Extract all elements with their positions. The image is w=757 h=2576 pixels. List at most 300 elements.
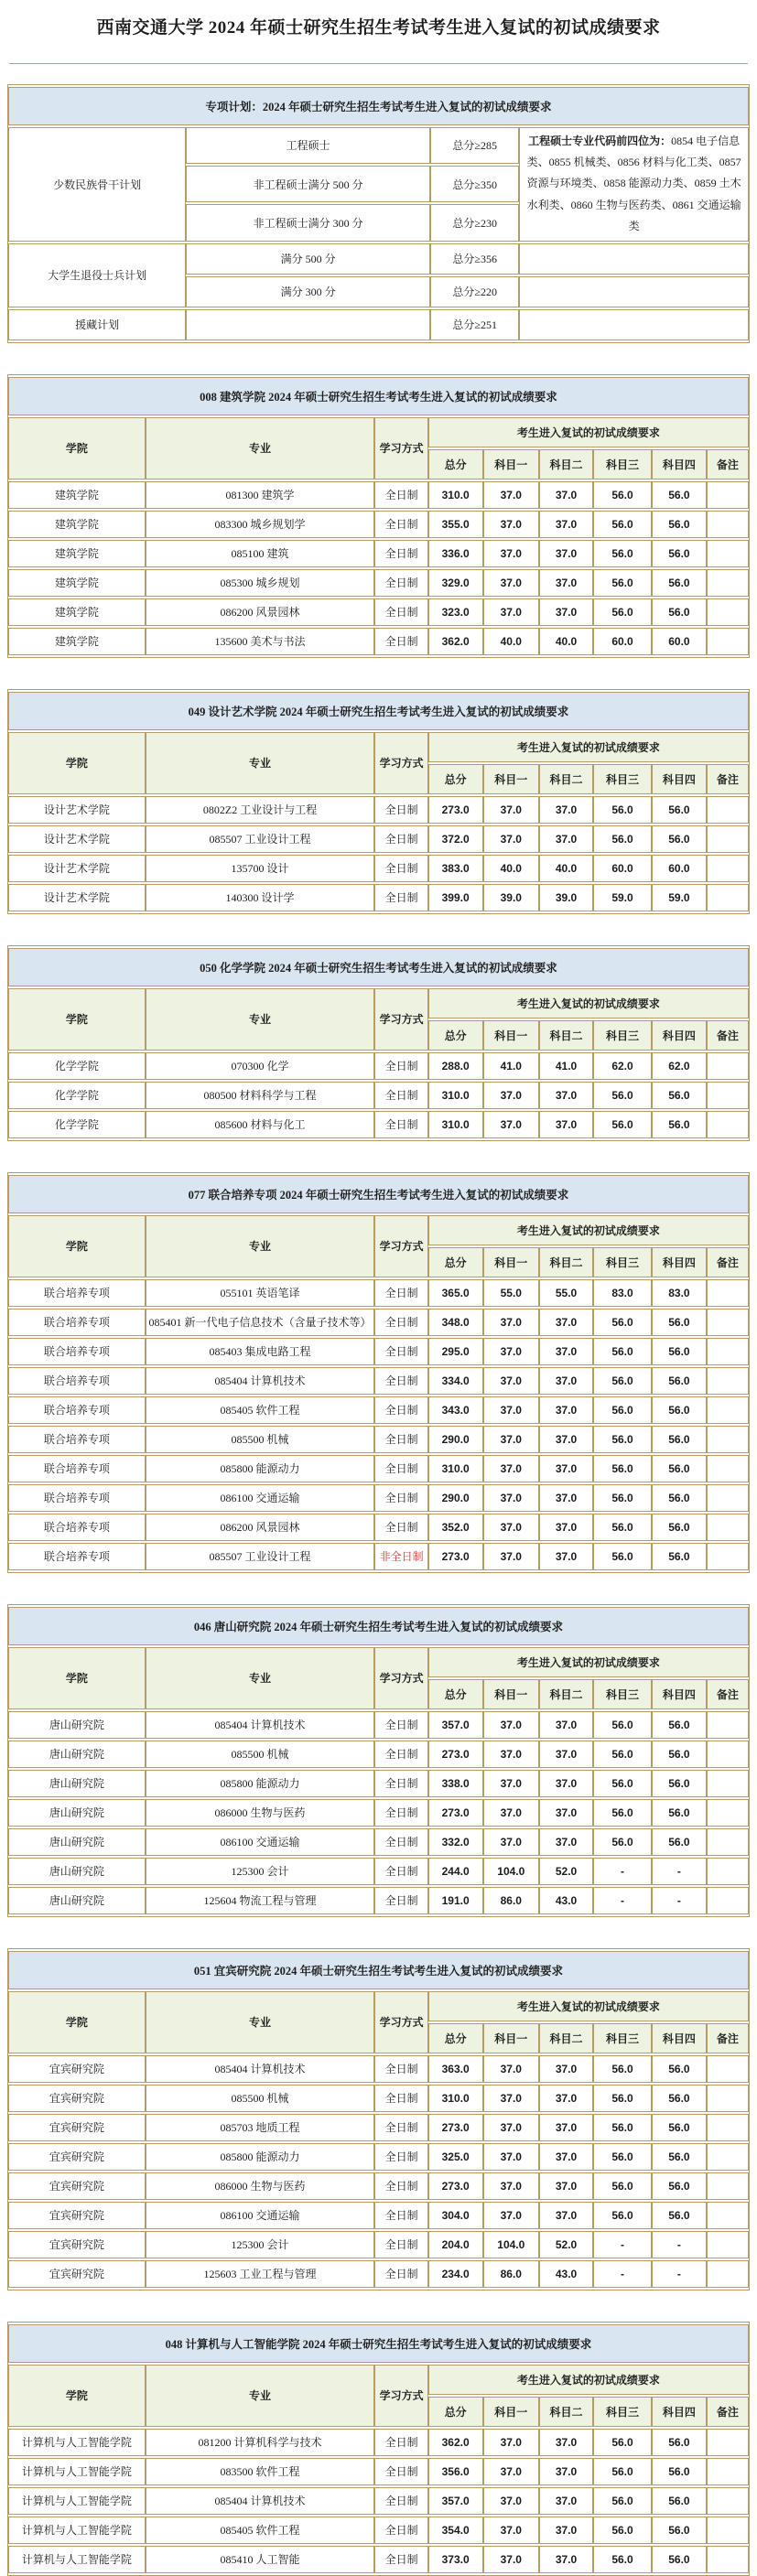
score-cell-1: 37.0	[483, 825, 539, 853]
school-table-title: 046 唐山研究院 2024 年硕士研究生招生考试考生进入复试的初试成绩要求	[8, 1607, 749, 1645]
study-mode-cell: 全日制	[374, 2260, 427, 2288]
score-cell-0: 310.0	[428, 1082, 483, 1109]
school-score-table	[7, 2322, 750, 2576]
requirement-group-header: 考生进入复试的初试成绩要求	[428, 732, 749, 762]
plan-score-cell: 总分≥356	[430, 243, 519, 275]
score-cell-2: 37.0	[539, 1711, 593, 1739]
major-cell: 135700 设计	[146, 855, 375, 882]
table-row	[8, 1309, 749, 1336]
table-row	[8, 2429, 749, 2456]
score-cell-2: 37.0	[539, 2458, 593, 2485]
college-header: 学院	[8, 988, 146, 1051]
plan-desc-cell: 满分 500 分	[186, 243, 430, 275]
major-cell: 085403 集成电路工程	[146, 1338, 375, 1365]
score-cell-1: 40.0	[483, 628, 539, 655]
subject3-header: 科目三	[593, 2397, 652, 2427]
table-row	[8, 855, 749, 882]
major-cell: 085404 计算机技术	[146, 2487, 375, 2515]
remark-cell	[707, 1514, 749, 1541]
score-cell-4: 56.0	[652, 1543, 707, 1570]
special-table-title: 专项计划：2024 年硕士研究生招生考试考生进入复试的初试成绩要求	[8, 87, 749, 125]
major-cell: 085401 新一代电子信息技术（含量子技术等）	[146, 1309, 375, 1336]
subject3-header: 科目三	[593, 449, 652, 480]
score-cell-4: 59.0	[652, 884, 707, 911]
study-mode-cell: 全日制	[374, 1426, 427, 1453]
study-mode-cell: 全日制	[374, 1828, 427, 1856]
college-cell: 计算机与人工智能学院	[8, 2458, 146, 2485]
score-cell-0: 383.0	[428, 855, 483, 882]
major-header: 专业	[146, 988, 375, 1051]
study-mode-cell: 非全日制	[374, 1543, 427, 1570]
score-cell-1: 37.0	[483, 2546, 539, 2573]
score-cell-0: 329.0	[428, 569, 483, 597]
score-cell-0: 365.0	[428, 1279, 483, 1307]
table-row	[8, 1741, 749, 1768]
score-cell-3: 83.0	[593, 1279, 652, 1307]
remark-cell	[707, 481, 749, 509]
score-cell-3: 56.0	[593, 1426, 652, 1453]
remark-cell	[707, 1279, 749, 1307]
column-header-row-top	[8, 2365, 749, 2395]
subject2-header: 科目二	[539, 1020, 593, 1051]
score-cell-4: -	[652, 1887, 707, 1914]
school-score-table	[7, 1172, 750, 1573]
school-score-table	[7, 945, 750, 1141]
score-cell-2: 37.0	[539, 1455, 593, 1482]
remark-cell	[707, 1052, 749, 1080]
score-cell-1: 41.0	[483, 1052, 539, 1080]
score-cell-4: 56.0	[652, 2085, 707, 2112]
college-cell: 联合培养专项	[8, 1367, 146, 1395]
major-cell: 085404 计算机技术	[146, 2055, 375, 2083]
requirement-group-header: 考生进入复试的初试成绩要求	[428, 2365, 749, 2395]
score-cell-2: 37.0	[539, 2143, 593, 2171]
plan-note-empty-cell	[519, 276, 749, 307]
score-cell-4: 56.0	[652, 569, 707, 597]
subject1-header: 科目一	[483, 764, 539, 794]
subject4-header: 科目四	[652, 1679, 707, 1709]
major-cell: 085405 软件工程	[146, 2517, 375, 2544]
score-cell-3: 56.0	[593, 1309, 652, 1336]
study-mode-cell: 全日制	[374, 1887, 427, 1914]
major-cell: 070300 化学	[146, 1052, 375, 1080]
score-cell-0: 343.0	[428, 1396, 483, 1424]
score-cell-0: 399.0	[428, 884, 483, 911]
college-cell: 设计艺术学院	[8, 884, 146, 911]
score-cell-2: 37.0	[539, 511, 593, 538]
requirement-group-header: 考生进入复试的初试成绩要求	[428, 1991, 749, 2021]
study-mode-header: 学习方式	[374, 1215, 427, 1277]
score-cell-2: 37.0	[539, 2546, 593, 2573]
school-table-title-row	[8, 2324, 749, 2363]
school-score-table	[7, 374, 750, 658]
score-cell-3: 56.0	[593, 1543, 652, 1570]
major-header: 专业	[146, 1215, 375, 1277]
score-cell-0: 273.0	[428, 1799, 483, 1827]
plan-desc-cell	[186, 309, 430, 340]
school-table-title: 048 计算机与人工智能学院 2024 年硕士研究生招生考试考生进入复试的初试成绩要求	[8, 2324, 749, 2363]
study-mode-cell: 全日制	[374, 825, 427, 853]
engineering-codes-note-cell: 工程硕士专业代码前四位为：0854 电子信息类、0855 机械类、0856 材料与化工类、0857 资源与环境类、0858 能源动力类、0859 土木水利类、0860 生物与医药类、0861 交通运输类	[519, 127, 749, 242]
score-cell-4: 56.0	[652, 2172, 707, 2200]
score-cell-4: 62.0	[652, 1052, 707, 1080]
study-mode-cell: 全日制	[374, 1279, 427, 1307]
score-cell-0: 362.0	[428, 2429, 483, 2456]
score-cell-2: 52.0	[539, 1858, 593, 1885]
score-cell-4: 56.0	[652, 1426, 707, 1453]
study-mode-cell: 全日制	[374, 2429, 427, 2456]
remark-cell	[707, 1770, 749, 1797]
college-cell: 联合培养专项	[8, 1514, 146, 1541]
remark-cell	[707, 2143, 749, 2171]
score-cell-3: -	[593, 1887, 652, 1914]
college-cell: 设计艺术学院	[8, 796, 146, 824]
score-cell-3: 56.0	[593, 540, 652, 567]
table-row	[8, 2458, 749, 2485]
remark-header: 备注	[707, 2023, 749, 2053]
table-row	[8, 2202, 749, 2229]
score-cell-0: 310.0	[428, 1455, 483, 1482]
score-cell-1: 86.0	[483, 1887, 539, 1914]
major-cell: 085600 材料与化工	[146, 1111, 375, 1138]
score-cell-1: 37.0	[483, 2517, 539, 2544]
score-cell-2: 37.0	[539, 1828, 593, 1856]
title-divider	[9, 63, 748, 64]
college-cell: 宜宾研究院	[8, 2055, 146, 2083]
score-cell-3: 56.0	[593, 1396, 652, 1424]
remark-cell	[707, 1711, 749, 1739]
subject2-header: 科目二	[539, 1247, 593, 1277]
college-cell: 设计艺术学院	[8, 855, 146, 882]
score-cell-1: 37.0	[483, 1426, 539, 1453]
score-cell-2: 37.0	[539, 825, 593, 853]
table-row	[8, 1514, 749, 1541]
study-mode-cell: 全日制	[374, 2231, 427, 2258]
school-score-table	[7, 1604, 750, 1917]
requirement-group-header: 考生进入复试的初试成绩要求	[428, 1647, 749, 1677]
score-cell-3: -	[593, 2231, 652, 2258]
score-cell-4: 56.0	[652, 2202, 707, 2229]
score-cell-2: 43.0	[539, 1887, 593, 1914]
study-mode-cell: 全日制	[374, 2458, 427, 2485]
score-cell-2: 37.0	[539, 2429, 593, 2456]
college-cell: 联合培养专项	[8, 1338, 146, 1365]
study-mode-cell: 全日制	[374, 1484, 427, 1512]
plan-desc-cell: 非工程硕士满分 300 分	[186, 204, 430, 241]
score-cell-0: 234.0	[428, 2260, 483, 2288]
column-header-row-top	[8, 417, 749, 447]
remark-cell	[707, 1484, 749, 1512]
major-header: 专业	[146, 732, 375, 794]
college-cell: 宜宾研究院	[8, 2143, 146, 2171]
study-mode-cell: 全日制	[374, 1367, 427, 1395]
remark-cell	[707, 569, 749, 597]
score-cell-2: 37.0	[539, 1741, 593, 1768]
plan-desc-cell: 非工程硕士满分 500 分	[186, 166, 430, 202]
study-mode-cell: 全日制	[374, 1799, 427, 1827]
major-cell: 086200 风景园林	[146, 1514, 375, 1541]
score-cell-4: -	[652, 1858, 707, 1885]
score-cell-0: 357.0	[428, 1711, 483, 1739]
college-cell: 唐山研究院	[8, 1828, 146, 1856]
study-mode-cell: 全日制	[374, 2085, 427, 2112]
table-row	[8, 1396, 749, 1424]
score-cell-1: 37.0	[483, 2429, 539, 2456]
major-cell: 135600 美术与书法	[146, 628, 375, 655]
score-cell-3: 56.0	[593, 569, 652, 597]
score-cell-3: 56.0	[593, 2143, 652, 2171]
remark-header: 备注	[707, 764, 749, 794]
table-row	[8, 2260, 749, 2288]
score-cell-1: 37.0	[483, 2458, 539, 2485]
score-cell-0: 273.0	[428, 796, 483, 824]
score-cell-4: 56.0	[652, 796, 707, 824]
score-cell-1: 37.0	[483, 2114, 539, 2141]
table-row	[8, 540, 749, 567]
subject3-header: 科目三	[593, 1679, 652, 1709]
score-cell-4: 56.0	[652, 2487, 707, 2515]
score-cell-4: 60.0	[652, 855, 707, 882]
score-cell-0: 310.0	[428, 1111, 483, 1138]
score-cell-3: 56.0	[593, 796, 652, 824]
study-mode-cell: 全日制	[374, 1741, 427, 1768]
table-row	[8, 2517, 749, 2544]
score-cell-3: 56.0	[593, 511, 652, 538]
total-header: 总分	[428, 2023, 483, 2053]
score-cell-0: 332.0	[428, 1828, 483, 1856]
remark-header: 备注	[707, 1679, 749, 1709]
score-cell-4: -	[652, 2260, 707, 2288]
table-row	[8, 1543, 749, 1570]
college-cell: 唐山研究院	[8, 1799, 146, 1827]
score-cell-3: 56.0	[593, 1367, 652, 1395]
score-cell-3: 56.0	[593, 2429, 652, 2456]
table-row	[8, 1052, 749, 1080]
page-title: 西南交通大学 2024 年硕士研究生招生考试考生进入复试的初试成绩要求	[96, 18, 661, 38]
major-cell: 125300 会计	[146, 1858, 375, 1885]
major-header: 专业	[146, 1647, 375, 1709]
score-cell-0: 348.0	[428, 1309, 483, 1336]
score-cell-0: 355.0	[428, 511, 483, 538]
study-mode-cell: 全日制	[374, 511, 427, 538]
score-cell-3: 56.0	[593, 1484, 652, 1512]
column-header-row-top	[8, 1647, 749, 1677]
score-cell-4: 56.0	[652, 1711, 707, 1739]
major-cell: 081200 计算机科学与技术	[146, 2429, 375, 2456]
score-cell-3: 56.0	[593, 2172, 652, 2200]
score-cell-4: 83.0	[652, 1279, 707, 1307]
study-mode-header: 学习方式	[374, 988, 427, 1051]
study-mode-cell: 全日制	[374, 2055, 427, 2083]
study-mode-cell: 全日制	[374, 1711, 427, 1739]
table-row	[8, 2055, 749, 2083]
score-cell-1: 37.0	[483, 1455, 539, 1482]
subject3-header: 科目三	[593, 2023, 652, 2053]
college-cell: 建筑学院	[8, 628, 146, 655]
college-cell: 联合培养专项	[8, 1484, 146, 1512]
score-cell-4: 56.0	[652, 1396, 707, 1424]
plan-desc-cell: 工程硕士	[186, 127, 430, 164]
remark-cell	[707, 884, 749, 911]
column-header-row-top	[8, 732, 749, 762]
score-cell-0: 304.0	[428, 2202, 483, 2229]
score-cell-0: 362.0	[428, 628, 483, 655]
score-cell-4: 56.0	[652, 2429, 707, 2456]
score-cell-3: 56.0	[593, 1455, 652, 1482]
table-row	[8, 1484, 749, 1512]
college-cell: 联合培养专项	[8, 1455, 146, 1482]
major-cell: 125603 工业工程与管理	[146, 2260, 375, 2288]
major-cell: 085404 计算机技术	[146, 1367, 375, 1395]
table-row	[8, 1111, 749, 1138]
table-row	[8, 1799, 749, 1827]
school-table-title: 077 联合培养专项 2024 年硕士研究生招生考试考生进入复试的初试成绩要求	[8, 1175, 749, 1213]
score-cell-3: 56.0	[593, 1741, 652, 1768]
remark-cell	[707, 2202, 749, 2229]
score-cell-1: 37.0	[483, 2085, 539, 2112]
major-cell: 055101 英语笔译	[146, 1279, 375, 1307]
subject3-header: 科目三	[593, 1247, 652, 1277]
table-row	[8, 628, 749, 655]
remark-header: 备注	[707, 1247, 749, 1277]
score-cell-0: 373.0	[428, 2546, 483, 2573]
table-row	[8, 1367, 749, 1395]
remark-cell	[707, 2085, 749, 2112]
subject1-header: 科目一	[483, 2397, 539, 2427]
score-cell-0: 310.0	[428, 481, 483, 509]
subject4-header: 科目四	[652, 2023, 707, 2053]
score-cell-1: 37.0	[483, 540, 539, 567]
remark-cell	[707, 1082, 749, 1109]
college-header: 学院	[8, 1215, 146, 1277]
score-cell-1: 39.0	[483, 884, 539, 911]
major-cell: 125300 会计	[146, 2231, 375, 2258]
score-cell-2: 52.0	[539, 2231, 593, 2258]
score-cell-3: 56.0	[593, 1111, 652, 1138]
major-cell: 080500 材料科学与工程	[146, 1082, 375, 1109]
score-cell-3: 56.0	[593, 2487, 652, 2515]
remark-cell	[707, 2487, 749, 2515]
score-cell-3: 56.0	[593, 1711, 652, 1739]
college-cell: 建筑学院	[8, 569, 146, 597]
score-cell-3: 60.0	[593, 628, 652, 655]
score-cell-1: 104.0	[483, 1858, 539, 1885]
college-cell: 宜宾研究院	[8, 2260, 146, 2288]
table-row	[8, 1711, 749, 1739]
score-cell-3: 62.0	[593, 1052, 652, 1080]
school-table-title: 050 化学学院 2024 年硕士研究生招生考试考生进入复试的初试成绩要求	[8, 948, 749, 986]
study-mode-cell: 全日制	[374, 2143, 427, 2171]
college-cell: 建筑学院	[8, 598, 146, 626]
score-cell-0: 372.0	[428, 825, 483, 853]
score-cell-3: 56.0	[593, 2517, 652, 2544]
column-header-row-top	[8, 1215, 749, 1245]
score-cell-0: 191.0	[428, 1887, 483, 1914]
school-table-title-row	[8, 948, 749, 986]
college-cell: 化学学院	[8, 1082, 146, 1109]
score-cell-4: 56.0	[652, 1741, 707, 1768]
plan-note-empty-cell	[519, 309, 749, 340]
score-cell-0: 295.0	[428, 1338, 483, 1365]
school-table-title-row	[8, 1951, 749, 1989]
score-cell-2: 37.0	[539, 1338, 593, 1365]
study-mode-cell: 全日制	[374, 2202, 427, 2229]
score-cell-4: 56.0	[652, 825, 707, 853]
study-mode-cell: 全日制	[374, 2487, 427, 2515]
score-cell-1: 104.0	[483, 2231, 539, 2258]
major-cell: 085500 机械	[146, 1426, 375, 1453]
total-header: 总分	[428, 449, 483, 480]
major-cell: 085404 计算机技术	[146, 1711, 375, 1739]
table-row	[8, 598, 749, 626]
major-cell: 086100 交通运输	[146, 1828, 375, 1856]
study-mode-cell: 全日制	[374, 884, 427, 911]
major-cell: 085800 能源动力	[146, 2143, 375, 2171]
college-header: 学院	[8, 417, 146, 480]
subject1-header: 科目一	[483, 1247, 539, 1277]
score-cell-2: 37.0	[539, 1082, 593, 1109]
score-cell-2: 37.0	[539, 1770, 593, 1797]
remark-header: 备注	[707, 449, 749, 480]
table-row	[8, 2143, 749, 2171]
score-cell-1: 40.0	[483, 855, 539, 882]
score-cell-2: 40.0	[539, 855, 593, 882]
score-cell-4: 56.0	[652, 2055, 707, 2083]
table-row	[8, 1887, 749, 1914]
table-row	[8, 1455, 749, 1482]
remark-cell	[707, 1858, 749, 1885]
study-mode-cell: 全日制	[374, 628, 427, 655]
score-cell-2: 37.0	[539, 796, 593, 824]
college-cell: 计算机与人工智能学院	[8, 2546, 146, 2573]
college-cell: 联合培养专项	[8, 1279, 146, 1307]
score-cell-2: 37.0	[539, 1309, 593, 1336]
score-cell-2: 37.0	[539, 1514, 593, 1541]
major-cell: 085507 工业设计工程	[146, 825, 375, 853]
subject2-header: 科目二	[539, 764, 593, 794]
college-cell: 联合培养专项	[8, 1309, 146, 1336]
total-header: 总分	[428, 1020, 483, 1051]
score-cell-1: 37.0	[483, 1396, 539, 1424]
score-cell-3: -	[593, 1858, 652, 1885]
score-cell-4: 56.0	[652, 540, 707, 567]
score-cell-3: 56.0	[593, 2055, 652, 2083]
score-cell-0: 244.0	[428, 1858, 483, 1885]
study-mode-header: 学习方式	[374, 732, 427, 794]
score-cell-4: 56.0	[652, 1309, 707, 1336]
score-cell-2: 41.0	[539, 1052, 593, 1080]
college-cell: 宜宾研究院	[8, 2085, 146, 2112]
major-cell: 085800 能源动力	[146, 1455, 375, 1482]
score-cell-1: 37.0	[483, 1338, 539, 1365]
score-cell-3: 56.0	[593, 1338, 652, 1365]
study-mode-cell: 全日制	[374, 481, 427, 509]
remark-cell	[707, 2231, 749, 2258]
college-cell: 唐山研究院	[8, 1741, 146, 1768]
score-cell-0: 290.0	[428, 1484, 483, 1512]
remark-cell	[707, 511, 749, 538]
score-cell-2: 37.0	[539, 569, 593, 597]
school-table-title-row	[8, 692, 749, 730]
total-header: 总分	[428, 1247, 483, 1277]
school-table-title-row	[8, 1175, 749, 1213]
college-cell: 建筑学院	[8, 511, 146, 538]
remark-cell	[707, 1309, 749, 1336]
remark-cell	[707, 825, 749, 853]
score-cell-3: 56.0	[593, 1828, 652, 1856]
college-header: 学院	[8, 732, 146, 794]
score-cell-2: 37.0	[539, 2085, 593, 2112]
